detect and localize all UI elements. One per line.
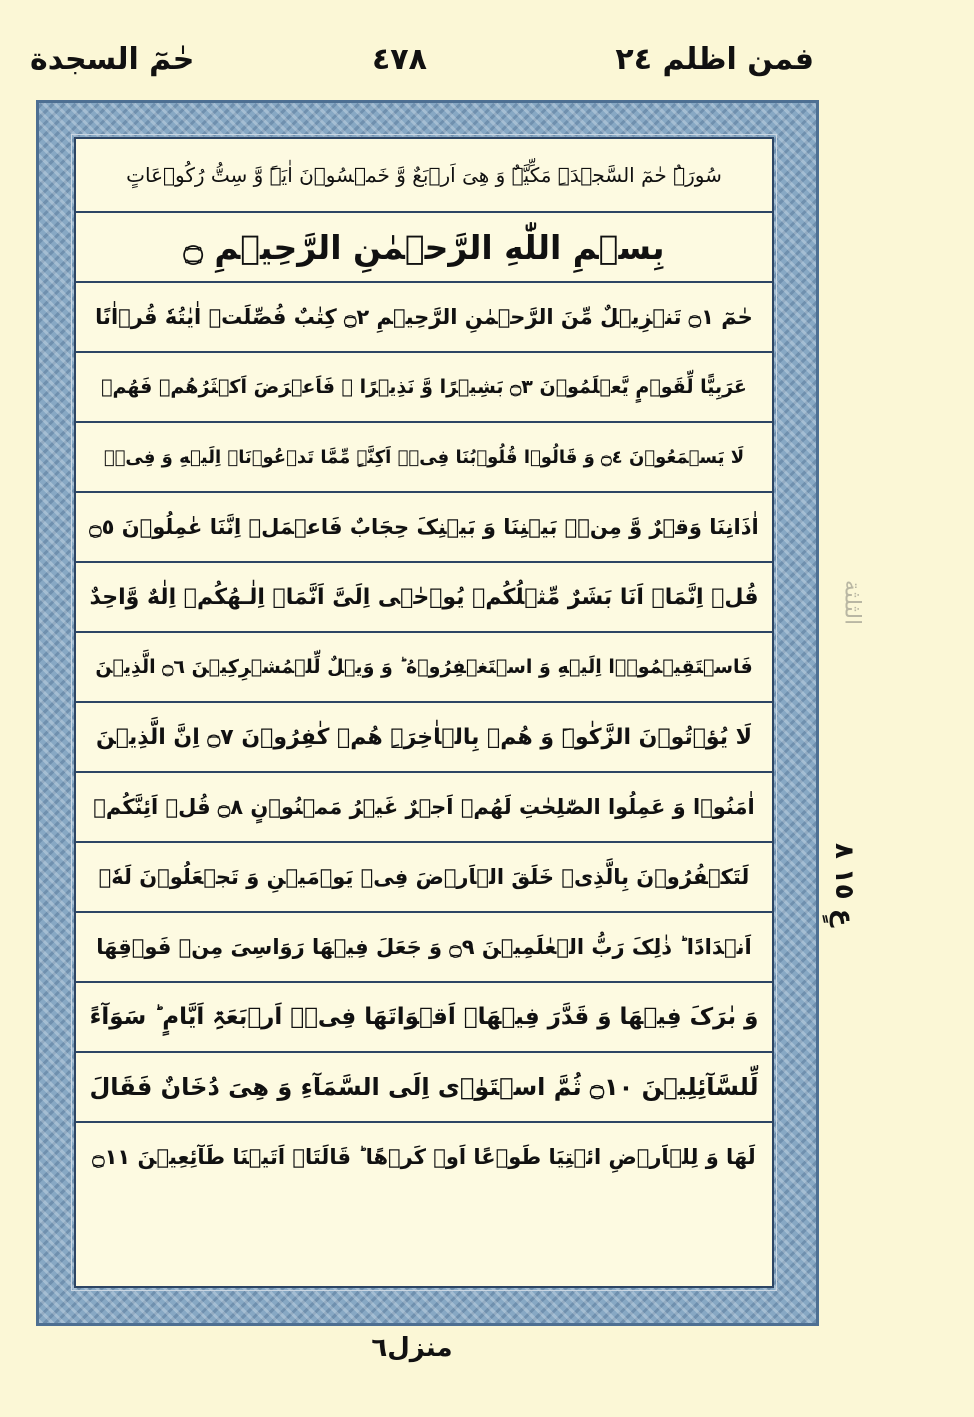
surah-name-header: حٰمٓ السجدة [30,42,195,77]
page-number: ٤٧٨ [372,42,427,77]
verse-line-text: اَنۡدَادًا ؕ ذٰلِکَ رَبُّ الۡعٰلَمِیۡنَ ۝٩ وَ جَعَلَ فِیۡهَا رَوَاسِیَ مِنۡ فَوۡقِهَا [96,935,752,959]
ruku-marker: عٍ ١٥ ٨ [829,843,859,927]
verse-line [76,913,772,983]
verse-line [76,423,772,493]
margin-label: الثلثة [839,580,865,626]
verse-line [76,983,772,1053]
ornamental-border [36,100,819,1326]
verse-line-text: وَ بٰرَکَ فِیۡهَا وَ قَدَّرَ فِیۡهَاۤ اَقۡوَاتَهَا فِیۡۤ اَرۡبَعَۃِ اَیَّامٍ ؕ سَوَآءً [89,1004,759,1030]
verse-line [76,773,772,843]
verse-line [76,633,772,703]
verse-line-text: اٰذَانِنَا وَقۡرٌ وَّ مِنۡۢ بَیۡنِنَا وَ بَیۡنِکَ حِجَابٌ فَاعۡمَلۡ اِنَّنَا عٰمِلُوۡنَ ۝٥ [89,515,759,539]
verse-line-text: فَاسۡتَقِیۡمُوۡۤا اِلَیۡهِ وَ اسۡتَغۡفِرُوۡهُ ؕ وَ وَیۡلٌ لِّلۡمُشۡرِکِیۡنَ ۝٦ الَّذِیۡنَ [95,656,753,678]
verse-line-text: لَا یُؤۡتُوۡنَ الزَّکٰوۃَ وَ هُمۡ بِالۡاٰخِرَۃِ هُمۡ کٰفِرُوۡنَ ۝٧ اِنَّ الَّذِیۡنَ [95,724,753,750]
verse-line [76,283,772,353]
verse-line-text: حٰمٓ ۝١ تَنۡزِیۡلٌ مِّنَ الرَّحۡمٰنِ الرَّحِیۡمِ ۝٢ کِتٰبٌ فُصِّلَتۡ اٰیٰتُهٗ قُرۡاٰنًا [95,305,753,329]
verse-line [76,353,772,423]
verse-line-text: لَهَا وَ لِلۡاَرۡضِ ائۡتِیَا طَوۡعًا اَوۡ کَرۡهًا ؕ قَالَتَاۤ اَتَیۡنَا طَآئِعِیۡنَ ۝١١ [92,1145,756,1169]
verse-lines [76,213,772,1191]
verse-line-text: عَرَبِیًّا لِّقَوۡمٍ یَّعۡلَمُوۡنَ ۝٣ بَشِیۡرًا وَّ نَذِیۡرًا ۚ فَاَعۡرَضَ اَکۡثَرُهُمۡ فَهُمۡ [101,376,747,398]
verse-line-text: لِّلسَّآئِلِیۡنَ ۝١٠ ثُمَّ اسۡتَوٰۤی اِلَی السَّمَآءِ وَ هِیَ دُخَانٌ فَقَالَ [89,1073,759,1101]
verse-line-text: اٰمَنُوۡا وَ عَمِلُوا الصّٰلِحٰتِ لَهُمۡ اَجۡرٌ غَیۡرُ مَمۡنُوۡنٍ ۝٨ قُلۡ اَئِنَّکُمۡ [93,795,755,819]
text-panel [74,137,774,1288]
verse-line [76,1053,772,1123]
verse-line [76,1123,772,1191]
basmala-text: بِسۡمِ اللّٰهِ الرَّحۡمٰنِ الرَّحِیۡمِ ۝ [183,227,665,267]
surah-title-band [76,139,772,213]
verse-line [76,493,772,563]
verse-line-text: لَتَکۡفُرُوۡنَ بِالَّذِیۡ خَلَقَ الۡاَرۡضَ فِیۡ یَوۡمَیۡنِ وَ تَجۡعَلُوۡنَ لَهٗۤ [98,865,750,889]
para-name: فمن اظلم ٢٤ [615,42,814,77]
verse-line [76,843,772,913]
verse-line-text: لَا یَسۡمَعُوۡنَ ۝٤ وَ قَالُوۡا قُلُوۡبُنَا فِیۡۤ اَکِنَّۃٍ مِّمَّا تَدۡعُوۡنَاۤ اِلَیۡهِ وَ فِیۡۤ [103,446,745,468]
surah-title: سُورَۃُ حٰمٓ السَّجۡدَۃِ مَکِّیَّۃٌ وَ هِیَ اَرۡبَعٌ وَّ خَمۡسُوۡنَ اٰیَۃً وَّ سِتُّ رُکُوۡعَاتٍ [126,163,722,187]
verse-line [76,563,772,633]
verse-line-text: قُلۡ اِنَّمَاۤ اَنَا بَشَرٌ مِّثۡلُکُمۡ یُوۡحٰۤی اِلَیَّ اَنَّمَاۤ اِلٰـهُکُمۡ اِلٰهٌ وَّاحِدٌ [89,584,759,610]
verse-line [76,703,772,773]
manzil-footer: منزل٦ [371,1333,453,1363]
basmala-line [76,213,772,283]
